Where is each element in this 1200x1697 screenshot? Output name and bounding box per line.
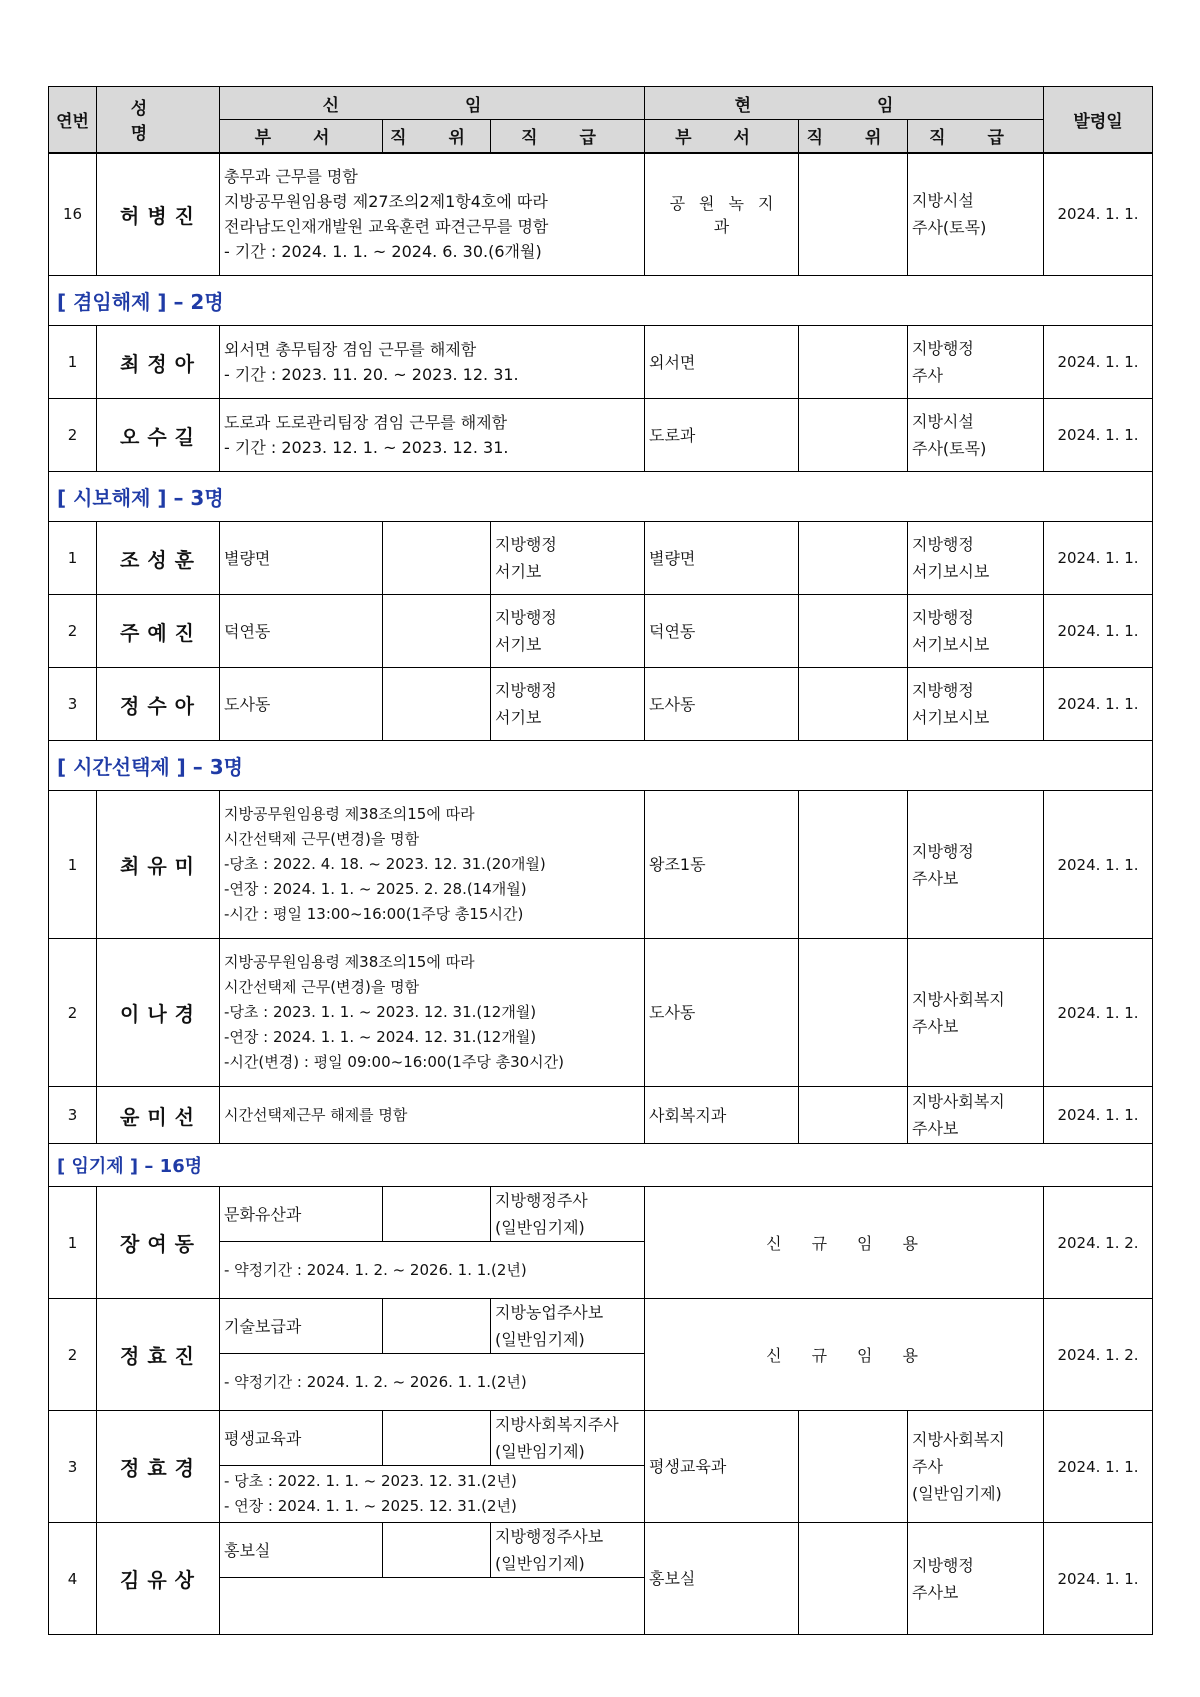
appointment-date: 2024. 1. 1. xyxy=(1044,791,1153,939)
table-row xyxy=(49,1299,1153,1354)
header-current-dept: 부 서 xyxy=(645,120,799,153)
current-grade: 지방행정 주사보 xyxy=(908,1523,1044,1635)
table-row xyxy=(49,522,1153,595)
current-dept: 공원녹지과 xyxy=(645,153,799,276)
current-position xyxy=(799,668,908,741)
current-dept: 덕연동 xyxy=(645,595,799,668)
current-position xyxy=(799,1411,908,1523)
row-no: 1 xyxy=(49,791,97,939)
new-grade: 지방행정 서기보 xyxy=(491,668,645,741)
table-row xyxy=(49,939,1153,1087)
term-line: - 연장 : 2024. 1. 1. ~ 2025. 12. 31.(2년) xyxy=(224,1497,517,1515)
term-line: - 약정기간 : 2024. 1. 2. ~ 2026. 1. 1.(2년) xyxy=(224,1260,527,1279)
current-grade: 지방시설 주사(토목) xyxy=(908,399,1044,472)
current-position xyxy=(799,595,908,668)
detail-line: -당초 : 2023. 1. 1. ~ 2023. 12. 31.(12개월) xyxy=(224,1003,537,1021)
row-detail xyxy=(220,791,645,939)
detail-line: -연장 : 2024. 1. 1. ~ 2024. 12. 31.(12개월) xyxy=(224,1028,537,1046)
new-grade: 지방행정 서기보 xyxy=(491,522,645,595)
personnel-roster-table xyxy=(48,86,1153,1635)
row-no: 1 xyxy=(49,1187,97,1299)
table-row xyxy=(49,153,1153,276)
section-title-concurrent-release: [ 겸임해제 ] – 2명 xyxy=(49,276,1153,326)
current-grade: 지방시설 주사(토목) xyxy=(908,153,1044,276)
section-title-probation-release: [ 시보해제 ] – 3명 xyxy=(49,472,1153,522)
row-no: 1 xyxy=(49,326,97,399)
appointment-date: 2024. 1. 1. xyxy=(1044,326,1153,399)
row-name: 정수아 xyxy=(97,668,220,741)
detail-line: 외서면 총무팀장 겸임 근무를 해제함 xyxy=(224,340,477,359)
new-grade: 지방행정 서기보 xyxy=(491,595,645,668)
row-detail xyxy=(220,1087,645,1144)
appointment-date: 2024. 1. 2. xyxy=(1044,1187,1153,1299)
row-no: 2 xyxy=(49,595,97,668)
appointment-date: 2024. 1. 2. xyxy=(1044,1299,1153,1411)
row-no: 2 xyxy=(49,1299,97,1411)
appointment-date: 2024. 1. 1. xyxy=(1044,522,1153,595)
header-new-position: 직 위 xyxy=(383,120,491,153)
current-dept: 도사동 xyxy=(645,939,799,1087)
term-line: - 당초 : 2022. 1. 1. ~ 2023. 12. 31.(2년) xyxy=(224,1472,517,1490)
current-position xyxy=(799,791,908,939)
header-new-grade: 직 급 xyxy=(491,120,645,153)
detail-line: 시간선택제 근무(변경)을 명함 xyxy=(224,830,420,848)
contract-term xyxy=(220,1242,645,1299)
new-position xyxy=(383,1299,491,1354)
row-name: 최정아 xyxy=(97,326,220,399)
row-no: 3 xyxy=(49,668,97,741)
new-dept: 도사동 xyxy=(220,668,383,741)
detail-line: 전라남도인재개발원 교육훈련 파견근무를 명함 xyxy=(224,217,549,237)
appointment-date: 2024. 1. 1. xyxy=(1044,153,1153,276)
detail-line: -연장 : 2024. 1. 1. ~ 2025. 2. 28.(14개월) xyxy=(224,880,527,898)
current-grade: 지방행정 주사 xyxy=(908,326,1044,399)
header-new-group: 신 임 xyxy=(220,87,645,120)
row-detail xyxy=(220,399,645,472)
row-no: 3 xyxy=(49,1087,97,1144)
appointment-date: 2024. 1. 1. xyxy=(1044,1523,1153,1635)
current-dept: 도사동 xyxy=(645,668,799,741)
row-name: 오수길 xyxy=(97,399,220,472)
detail-line: 지방공무원임용령 제27조의2제1항4호에 따라 xyxy=(224,192,548,212)
row-no: 4 xyxy=(49,1523,97,1635)
row-detail xyxy=(220,939,645,1087)
current-new-appointment: 신규임용 xyxy=(645,1299,1044,1411)
row-detail xyxy=(220,326,645,399)
detail-line: 총무과 근무를 명함 xyxy=(224,167,358,187)
current-grade: 지방행정 서기보시보 xyxy=(908,595,1044,668)
appointment-date: 2024. 1. 1. xyxy=(1044,1411,1153,1523)
detail-line: 지방공무원임용령 제38조의15에 따라 xyxy=(224,805,475,823)
new-dept: 기술보급과 xyxy=(220,1299,383,1354)
section-title-fixed-term: [ 임기제 ] – 16명 xyxy=(49,1144,1153,1187)
table-row xyxy=(49,1087,1153,1144)
current-dept: 별량면 xyxy=(645,522,799,595)
row-name: 정효진 xyxy=(97,1299,220,1411)
appointment-date: 2024. 1. 1. xyxy=(1044,595,1153,668)
current-position xyxy=(799,939,908,1087)
current-grade: 지방사회복지 주사 (일반임기제) xyxy=(908,1411,1044,1523)
current-dept: 평생교육과 xyxy=(645,1411,799,1523)
table-row xyxy=(49,399,1153,472)
appointment-date: 2024. 1. 1. xyxy=(1044,1087,1153,1144)
new-position xyxy=(383,595,491,668)
header-current-grade: 직 급 xyxy=(908,120,1044,153)
appointment-date: 2024. 1. 1. xyxy=(1044,399,1153,472)
row-name: 정효경 xyxy=(97,1411,220,1523)
current-position xyxy=(799,153,908,276)
current-grade: 지방행정 주사보 xyxy=(908,791,1044,939)
new-dept: 홍보실 xyxy=(220,1523,383,1578)
new-grade: 지방농업주사보 (일반임기제) xyxy=(491,1299,645,1354)
new-position xyxy=(383,1523,491,1578)
row-name: 주예진 xyxy=(97,595,220,668)
appointment-date: 2024. 1. 1. xyxy=(1044,668,1153,741)
current-dept: 사회복지과 xyxy=(645,1087,799,1144)
row-name: 최유미 xyxy=(97,791,220,939)
new-dept: 평생교육과 xyxy=(220,1411,383,1466)
new-grade: 지방사회복지주사 (일반임기제) xyxy=(491,1411,645,1466)
row-detail xyxy=(220,153,645,276)
header-date: 발령일 xyxy=(1044,87,1153,153)
table-row xyxy=(49,1187,1153,1242)
current-dept: 홍보실 xyxy=(645,1523,799,1635)
detail-line: -시간(변경) : 평일 09:00~16:00(1주당 총30시간) xyxy=(224,1053,564,1071)
new-dept: 별량면 xyxy=(220,522,383,595)
row-no: 2 xyxy=(49,399,97,472)
row-name: 김유상 xyxy=(97,1523,220,1635)
current-grade: 지방행정 서기보시보 xyxy=(908,522,1044,595)
current-dept: 외서면 xyxy=(645,326,799,399)
header-name: 성 명 xyxy=(97,87,220,153)
table-row xyxy=(49,595,1153,668)
row-name: 윤미선 xyxy=(97,1087,220,1144)
current-position xyxy=(799,522,908,595)
appointment-date: 2024. 1. 1. xyxy=(1044,939,1153,1087)
new-dept: 문화유산과 xyxy=(220,1187,383,1242)
detail-line: 지방공무원임용령 제38조의15에 따라 xyxy=(224,953,475,971)
new-position xyxy=(383,1187,491,1242)
personnel-roster-sheet xyxy=(48,86,1152,1602)
new-position xyxy=(383,522,491,595)
header-current-group: 현 임 xyxy=(645,87,1044,120)
detail-line: - 기간 : 2024. 1. 1. ~ 2024. 6. 30.(6개월) xyxy=(224,242,542,262)
table-row xyxy=(49,1411,1153,1466)
table-row xyxy=(49,791,1153,939)
contract-term xyxy=(220,1578,645,1635)
row-no: 3 xyxy=(49,1411,97,1523)
table-row xyxy=(49,326,1153,399)
row-no: 1 xyxy=(49,522,97,595)
current-position xyxy=(799,1523,908,1635)
header-no: 연번 xyxy=(49,87,97,153)
current-position xyxy=(799,399,908,472)
row-no: 16 xyxy=(49,153,97,276)
detail-line: -시간 : 평일 13:00~16:00(1주당 총15시간) xyxy=(224,905,524,923)
current-dept: 도로과 xyxy=(645,399,799,472)
header-current-position: 직 위 xyxy=(799,120,908,153)
detail-line: 시간선택제 근무(변경)을 명함 xyxy=(224,978,420,996)
detail-line: 시간선택제근무 해제를 명함 xyxy=(224,1105,408,1124)
contract-term xyxy=(220,1354,645,1411)
term-line: - 약정기간 : 2024. 1. 2. ~ 2026. 1. 1.(2년) xyxy=(224,1372,527,1391)
new-position xyxy=(383,668,491,741)
current-dept: 왕조1동 xyxy=(645,791,799,939)
new-grade: 지방행정주사 (일반임기제) xyxy=(491,1187,645,1242)
new-position xyxy=(383,1411,491,1466)
table-row xyxy=(49,1523,1153,1578)
detail-line: -당초 : 2022. 4. 18. ~ 2023. 12. 31.(20개월) xyxy=(224,855,546,873)
detail-line: - 기간 : 2023. 11. 20. ~ 2023. 12. 31. xyxy=(224,365,519,384)
row-name: 장여동 xyxy=(97,1187,220,1299)
section-title-flex-time: [ 시간선택제 ] – 3명 xyxy=(49,741,1153,791)
table-row xyxy=(49,668,1153,741)
new-dept: 덕연동 xyxy=(220,595,383,668)
current-position xyxy=(799,1087,908,1144)
new-grade: 지방행정주사보 (일반임기제) xyxy=(491,1523,645,1578)
current-new-appointment: 신규임용 xyxy=(645,1187,1044,1299)
current-grade: 지방행정 서기보시보 xyxy=(908,668,1044,741)
header-new-dept: 부 서 xyxy=(220,120,383,153)
row-name: 이나경 xyxy=(97,939,220,1087)
detail-line: 도로과 도로관리팀장 겸임 근무를 해제함 xyxy=(224,413,508,432)
current-grade: 지방사회복지 주사보 xyxy=(908,1087,1044,1144)
row-no: 2 xyxy=(49,939,97,1087)
detail-line: - 기간 : 2023. 12. 1. ~ 2023. 12. 31. xyxy=(224,438,509,457)
current-grade: 지방사회복지 주사보 xyxy=(908,939,1044,1087)
row-name: 조성훈 xyxy=(97,522,220,595)
row-name: 허병진 xyxy=(97,153,220,276)
contract-term xyxy=(220,1466,645,1523)
current-position xyxy=(799,326,908,399)
